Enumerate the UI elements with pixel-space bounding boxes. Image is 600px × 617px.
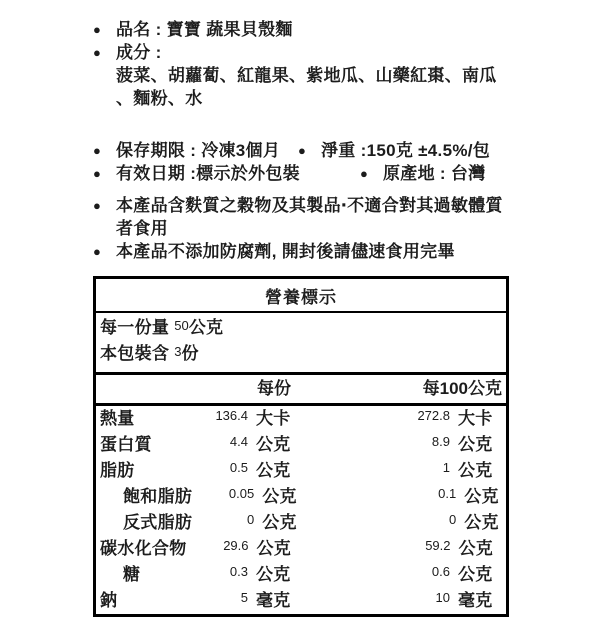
row-unit-per-100g: 毫克 [458, 591, 493, 610]
row-value-per-100g: 1 [442, 460, 450, 475]
bullet-icon: ● [93, 166, 102, 181]
row-label: 鈉 [100, 591, 118, 610]
servings-per-pack-unit: 份 [181, 344, 199, 363]
row-unit-per-100g: 公克 [458, 539, 494, 558]
shelf-life-line [93, 139, 298, 162]
column-header-per-100g: 每100公克 [422, 379, 502, 398]
bullet-icon: ● [298, 143, 307, 158]
product-name-text: 品名 : 寶寶 蔬果貝殼麵 [116, 20, 293, 39]
row-unit-per-100g: 公克 [464, 513, 499, 532]
preservative-line [93, 240, 509, 263]
table-row-sodium [96, 588, 506, 614]
shelf-netweight-row [93, 139, 509, 162]
bullet-icon: ● [93, 143, 102, 158]
row-unit-per-serving: 公克 [256, 539, 292, 558]
allergen-text-line-1: 本產品含麩質之穀物及其製品‧不適合對其過敏體質 [116, 196, 503, 215]
row-label: 反式脂肪 [123, 513, 193, 532]
row-unit-per-100g: 公克 [464, 487, 499, 506]
row-label: 脂肪 [100, 461, 135, 480]
spacer [93, 185, 509, 194]
spacer [93, 110, 509, 139]
row-label: 碳水化合物 [100, 539, 187, 558]
row-value-per-100g: 59.2 [425, 538, 451, 553]
row-value-per-serving: 136.4 [215, 408, 248, 423]
row-unit-per-100g: 公克 [458, 565, 493, 584]
servings-per-pack-label: 本包裝含 [100, 344, 175, 363]
nutrition-facts-table [93, 276, 509, 617]
row-value-per-serving: 4.4 [229, 434, 248, 449]
origin-line [360, 162, 486, 185]
row-label: 糖 [123, 565, 141, 584]
net-weight-line [298, 139, 490, 162]
ingredients-line-1: 菠菜、胡蘿蔔、紅龍果、紫地瓜、山藥紅棗、南瓜 [116, 66, 497, 85]
row-value-per-serving: 0 [246, 512, 255, 527]
allergen-line [93, 194, 509, 217]
serving-size-value: 50 [174, 318, 189, 333]
row-value-per-serving: 0.05 [228, 486, 255, 501]
row-unit-per-serving: 公克 [256, 435, 291, 454]
row-unit-per-serving: 公克 [256, 565, 291, 584]
serving-size-label: 每一份量 [100, 318, 175, 337]
expiry-date-text: 有效日期 :標示於外包裝 [116, 164, 300, 183]
row-value-per-100g: 272.8 [417, 408, 450, 423]
row-value-per-100g: 10 [435, 590, 450, 605]
product-label [93, 18, 509, 617]
bullet-icon: ● [93, 244, 102, 259]
bullet-icon: ● [93, 22, 102, 37]
ingredients-heading-line [93, 41, 509, 64]
serving-size-line [100, 315, 502, 341]
row-unit-per-serving: 大卡 [256, 409, 291, 428]
ingredients-heading-text: 成分 : [116, 43, 162, 62]
serving-info-section [96, 313, 506, 375]
net-weight-text: 淨重 :150克 ±4.5%/包 [321, 141, 491, 160]
row-value-per-100g: 8.9 [431, 434, 450, 449]
row-unit-per-serving: 公克 [256, 461, 291, 480]
servings-per-pack-line [100, 341, 502, 367]
preservative-text: 本產品不添加防腐劑, 開封後請儘速食用完畢 [116, 242, 455, 261]
nutrition-table-title: 營養標示 [96, 279, 506, 313]
column-header-per-serving: 每份 [257, 379, 291, 398]
row-unit-per-serving: 公克 [262, 513, 297, 532]
product-name-line [93, 18, 509, 41]
row-value-per-100g: 0.1 [438, 486, 457, 501]
row-value-per-serving: 0.5 [229, 460, 248, 475]
column-header-spacer [100, 377, 186, 401]
row-unit-per-100g: 公克 [458, 461, 493, 480]
row-value-per-serving: 0.3 [229, 564, 248, 579]
row-label: 蛋白質 [100, 435, 152, 454]
shelf-life-text: 保存期限 : 冷凍3個月 [116, 141, 281, 160]
origin-text: 原產地 : 台灣 [383, 164, 486, 183]
serving-size-unit: 公克 [188, 318, 224, 337]
row-unit-per-serving: 毫克 [256, 591, 291, 610]
column-header-row [96, 375, 506, 406]
row-unit-per-100g: 公克 [458, 435, 493, 454]
row-value-per-100g: 0 [448, 512, 457, 527]
bullet-icon: ● [360, 166, 369, 181]
bullet-icon: ● [93, 45, 102, 60]
row-unit-per-serving: 公克 [262, 487, 297, 506]
row-unit-per-100g: 大卡 [458, 409, 493, 428]
row-value-per-serving: 29.6 [223, 538, 249, 553]
ingredients-line-2: 、麵粉、水 [116, 89, 203, 108]
row-label: 飽和脂肪 [123, 487, 193, 506]
row-value-per-serving: 5 [240, 590, 248, 605]
expiry-origin-row [93, 162, 509, 185]
expiry-date-line [93, 162, 360, 185]
row-value-per-100g: 0.6 [431, 564, 450, 579]
allergen-text-line-2: 者食用 [116, 219, 168, 238]
bullet-icon: ● [93, 198, 102, 213]
row-label: 熱量 [100, 409, 135, 428]
servings-per-pack-value: 3 [174, 344, 182, 359]
